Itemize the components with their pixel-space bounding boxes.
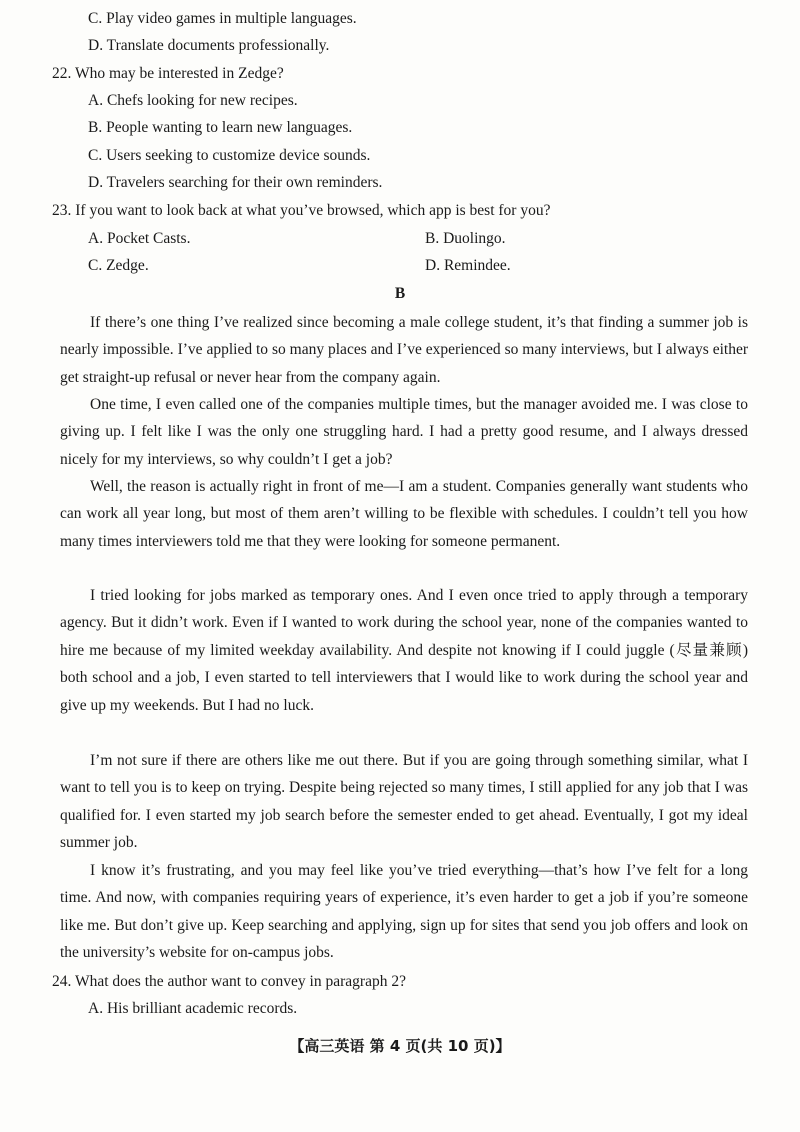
option-22b: B. People wanting to learn new languages. [88, 119, 353, 136]
option-23a: A. Pocket Casts. [88, 230, 191, 247]
passage-paragraph-1: If there’s one thing I’ve realized since becoming a male college student, it’s that finding a summer job is nearly impossible. I’ve applied to so many places and I’ve experienced so many interviews, but I always either get straight-up refusal or never hear from the company again. [60, 314, 748, 386]
passage-paragraph-5: I’m not sure if there are others like me out there. But if you are going through something similar, what I want to tell you is to keep on trying. Despite being rejected so many times, I still applied for any job that I was qualified for. I even started my job search before the semester ended to get ahead. Eventually, I got my ideal summer job. [60, 752, 748, 852]
passage-paragraph-4: I tried looking for jobs marked as temporary ones. And I even once tried to apply through a temporary agency. But it didn’t work. Even if I wanted to work during the school year, none of the companies wanted to hire me because of my limited weekday availability. And despite not knowing if I could juggle (尽量兼顾) both school and a job, I even started to tell interviewers that I would like to work during the school year and give up my weekends. But I had no luck. [60, 587, 748, 714]
option-23d: D. Remindee. [425, 257, 511, 274]
option-22c: C. Users seeking to customize device sounds. [88, 147, 371, 164]
option-22d: D. Travelers searching for their own reminders. [88, 174, 383, 191]
option-21d: D. Translate documents professionally. [88, 37, 330, 54]
section-heading: B [394, 285, 406, 302]
option-23c: C. Zedge. [88, 257, 149, 274]
passage-paragraph-3: Well, the reason is actually right in front of me—I am a student. Companies generally want students who can work all year long, but most of them aren’t willing to be flexible with schedules. I couldn’t tell you how many times interviewers told me that they were looking for someone permanent. [60, 478, 748, 550]
question-22-stem: 22. Who may be interested in Zedge? [52, 65, 284, 82]
option-22a: A. Chefs looking for new recipes. [88, 92, 298, 109]
question-24-stem: 24. What does the author want to convey in paragraph 2? [52, 973, 406, 990]
passage-paragraph-6: I know it’s frustrating, and you may feel like you’ve tried everything—that’s how I’ve felt for a long time. And now, with companies requiring years of experience, it’s even harder to get a job if you’re someone like me. But don’t give up. Keep searching and applying, sign up for sites that send you job offers and look on the university’s website for on-campus jobs. [60, 862, 748, 962]
page-footer: 【高三英语 第 4 页(共 10 页)】 [289, 1037, 511, 1055]
option-24a: A. His brilliant academic records. [88, 1000, 298, 1017]
option-21c: C. Play video games in multiple languages. [88, 10, 357, 27]
option-23b: B. Duolingo. [425, 230, 506, 247]
question-23-stem: 23. If you want to look back at what you’ve browsed, which app is best for you? [52, 202, 551, 219]
passage-paragraph-2: One time, I even called one of the companies multiple times, but the manager avoided me. I was close to giving up. I felt like I was the only one struggling hard. I had a pretty good resume, and I always dressed nicely for my interviews, so why couldn’t I get a job? [60, 396, 748, 468]
